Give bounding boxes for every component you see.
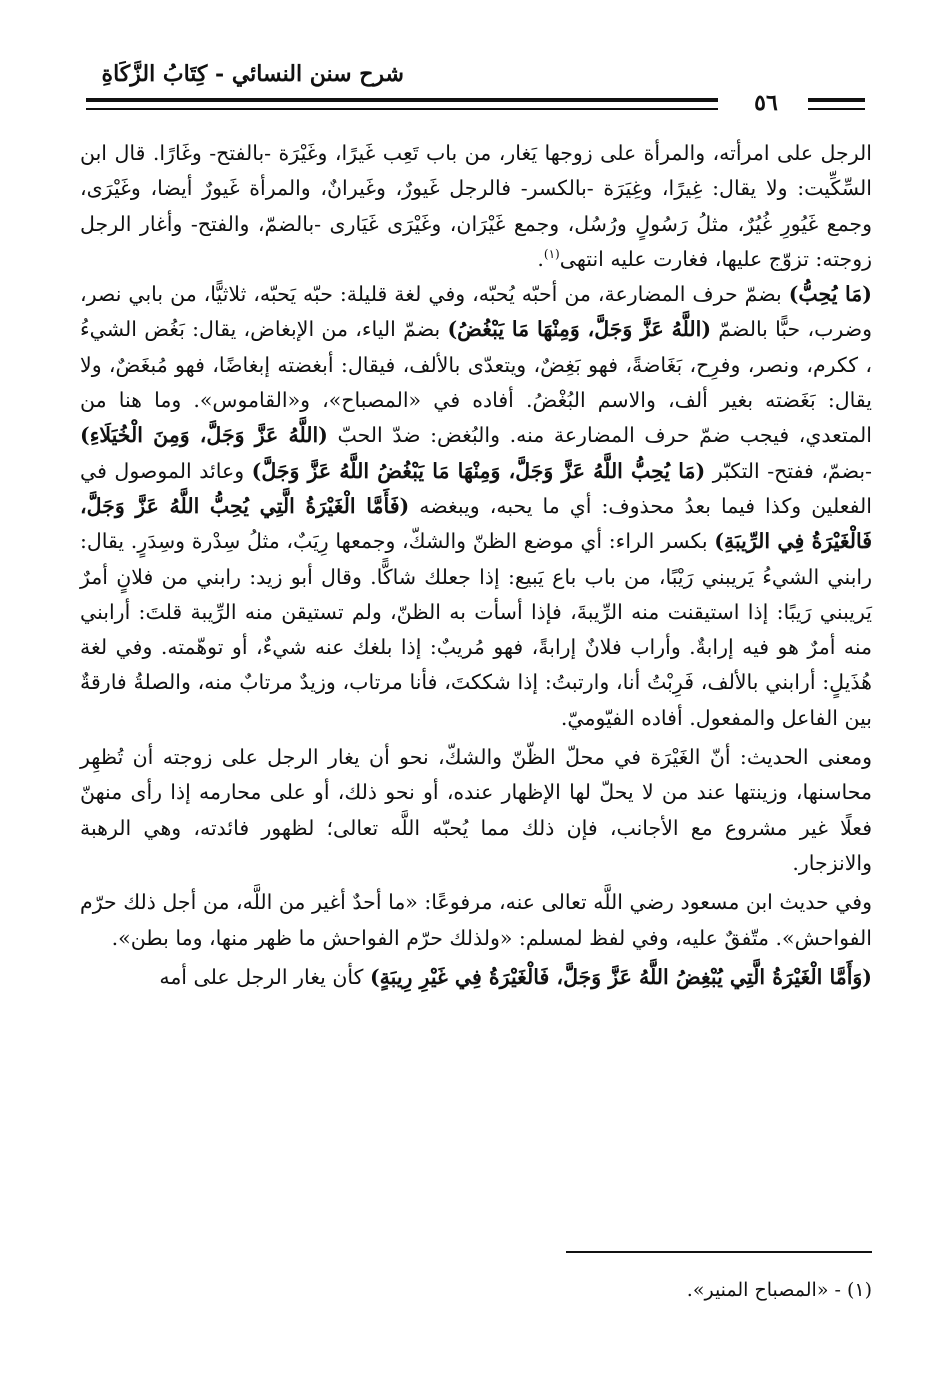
header-rule-thin bbox=[86, 108, 718, 110]
footnote: (١) - «المصباح المنير». bbox=[686, 1279, 872, 1301]
commentary-text: وعائد الموصول في الفعلين وكذا فيما بعدُ محذوف: أي ما يحبه، ويبغضه bbox=[80, 458, 872, 518]
page-number: ٥٦ bbox=[754, 90, 778, 116]
footnote-separator bbox=[566, 1251, 872, 1253]
main-text bbox=[80, 136, 872, 995]
footnote-ref[interactable]: (١) bbox=[543, 247, 560, 262]
paragraph-5 bbox=[80, 960, 872, 995]
page-number-rule-bottom bbox=[808, 108, 865, 110]
commentary-text: بكسر الراء: أي موضع الظنّ والشكّ، وجمعها رِيَبٌ، مثلُ سِدْرة وسِدَرٍ. يقال: رابني الشيءُ يَريبني رَيْبًا، من باب باع يَبيع: إذا جعلك شاكًّا. وقال أبو زيد: رابني من فلانٍ أمرٌ يَريبني رَيبًا: إذا استيقنت منه الرِّيبةَ، فإذا أسأت به الظنّ، ولم تستيقن منه الرِّيبة قلتَ: أرابني منه أمرٌ هو فيه إرابةٌ. وأراب فلانٌ إرابةً، فهو مُريبٌ: إذا بلغك عنه شيءٌ، أو توهّمته. وفي لغة هُذَيلٍ: أرابني بالألف، فَرِبْتُ أنا، وارتبتُ: إذا شككتَ، فأنا مرتاب، وزيدٌ مرتابٌ منه، والصلةُ فارقةٌ بين الفاعل والمفعول. أفاده الفيّوميّ. bbox=[80, 529, 872, 730]
header-rule-thick bbox=[86, 98, 718, 102]
paragraph-4: وفي حديث ابن مسعود رضي اللَّه تعالى عنه، مرفوعًا: «ما أحدٌ أغير من اللَّه، من أجل ذلك حرّم الفواحش». متّفقٌ عليه، وفي لفظ لمسلم: «ولذلك حرّم الفواحش ما ظهر منها، وما بطن». bbox=[80, 890, 872, 950]
paragraph-3: ومعنى الحديث: أنّ الغَيْرَة في محلّ الظّنّ والشكّ، نحو أن يغار الرجل على زوجته أن تُظهِر محاسنها، وزينتها عند من لا يحلّ لها الإظهار عنده، أو نحو ذلك، أو على محارمه إذا رأى منهنّ فعلًا غير مشروع مع الأجانب، فإن ذلك مما يُحبّه اللَّه تعالى؛ لظهور فائدته، وهي الرهبة والانزجار. bbox=[80, 745, 872, 875]
hadith-quote: (مَا يُحِبُّ اللَّهُ عَزَّ وَجَلَّ، وَمِنْهَا مَا يَبْغُضُ اللَّهُ عَزَّ وَجَلَّ) bbox=[251, 458, 706, 483]
paragraph-1 bbox=[80, 136, 872, 277]
commentary-text: -بضمّ، ففتح- التكبّر bbox=[705, 458, 872, 483]
paragraph-2 bbox=[80, 277, 872, 736]
running-header-title: شرح سنن النسائي - كِتَابُ الزَّكَاةِ bbox=[101, 61, 404, 87]
commentary-text: بضمّ حرف المضارعة، من أحبّه يُحبّه، وفي لغة قليلة: حبّه يَحبّه، ثلاثيًّا، من بابي نصر، وضرب، حبًّا بالضمّ bbox=[80, 282, 873, 342]
commentary-text: كأن يغار الرجل على أمه bbox=[159, 964, 370, 989]
paragraph-1-end: . bbox=[537, 246, 544, 271]
hadith-quote: (فَأَمَّا الْغَيْرَةُ الَّتِي يُحِبُّ اللَّهُ عَزَّ وَجَلَّ، فَالْغَيْرَةُ فِي الرِّيبَةِ) bbox=[80, 493, 872, 554]
paragraph-1-text: الرجل على امرأته، والمرأة على زوجها يَغار، من باب تَعِب غَيرًا، وغَيْرَة -بالفتح- وغَارًا. قال ابن السِّكِّيت: ولا يقال: غِيرًا، وغِيَرَة -بالكسر- فالرجل غَيورٌ، وغَيرانٌ، والمرأة غَيورٌ أيضا، وغَيْرَى، وجمع غَيُورِ غُيُرٌ، مثلُ رَسُولٍ ورُسُل، وجمع غَيْرَان، وغَيْرَى غَيَارى -بالضمّ، والفتح- وأغار الرجل زوجته: تزوّج عليها، فغارت عليه انتهى bbox=[80, 141, 872, 271]
hadith-quote: (اللَّهُ عَزَّ وَجَلَّ، وَمِنْهَا مَا يَبْغُضُ) bbox=[447, 317, 712, 342]
hadith-quote: (مَا يُحِبُّ) bbox=[788, 282, 872, 307]
commentary-text: بضمّ الياء، من الإبغاض، يقال: بَغُض الشيءُ ، ككرم، ونصر، وفرِح، بَغَاضةً، فهو بَغِضٌ، ويتعدّى بالألف، فيقال: أبغضته إبغاضًا، فهو مُبغَضٌ، ولا يقال: بَغَضته بغير ألف، والاسم البُغْضُ. أفاده في «المصباح»، و«القاموس». وما هنا من المتعدي، فيجب ضمّ حرف المضارعة منه. والبُغض: ضدّ الحبّ bbox=[80, 317, 872, 448]
hadith-quote: (اللَّهُ عَزَّ وَجَلَّ، وَمِنَ الْخُيَلَاءِ) bbox=[80, 423, 328, 448]
page-number-rule-top bbox=[808, 98, 865, 102]
hadith-quote: (وَأَمَّا الْغَيْرَةُ الَّتِي يُبْغِضُ اللَّهُ عَزَّ وَجَلَّ، فَالْغَيْرَةُ فِي غَيْرِ رِيبَةٍ) bbox=[369, 964, 872, 989]
